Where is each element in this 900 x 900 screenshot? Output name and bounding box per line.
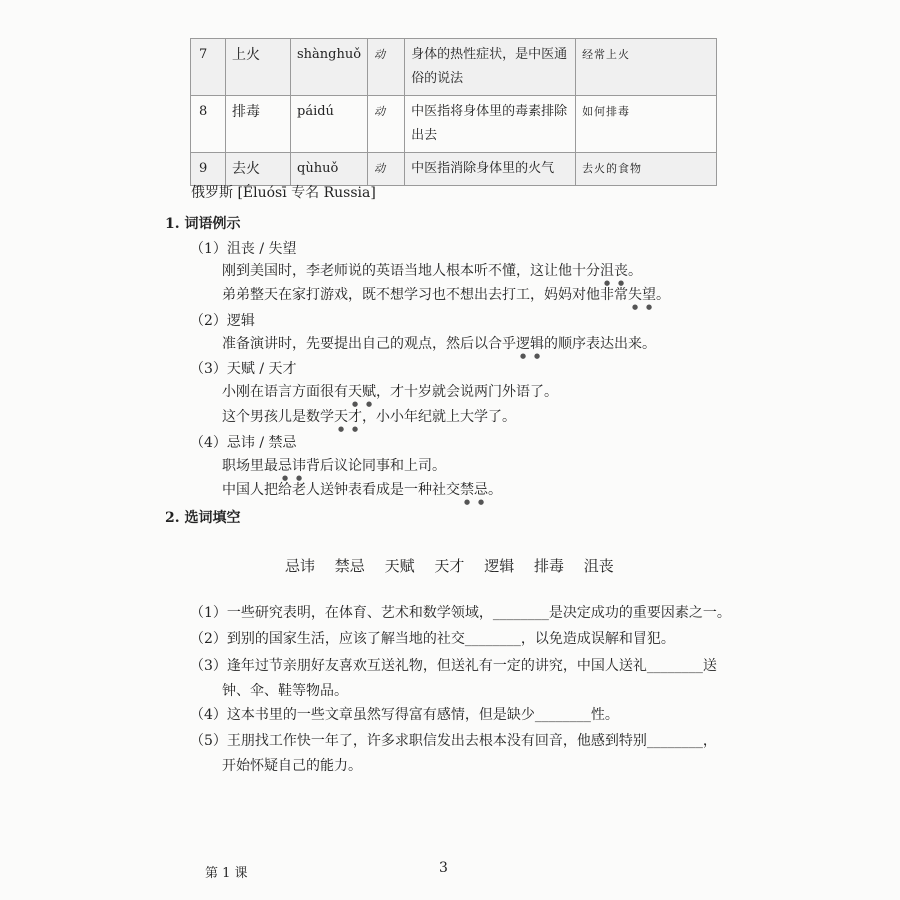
vocab-part-of-speech: 动 [368,39,405,96]
example-sentence: 准备演讲时，先要提出自己的观点，然后以合乎逻辑的顺序表达出来。 [222,336,656,352]
vocab-number: 8 [191,96,226,153]
fill-in-question: （4）这本书里的一些文章虽然写得富有感情，但是缺少________性。 [190,707,619,723]
word-bank [285,555,629,576]
word-bank-item: 逻辑 [484,557,515,575]
section-1-title: 1. 词语例示 [165,216,241,232]
emphasized-word: 忌讳 [278,458,306,474]
vocab-number: 7 [191,39,226,96]
word-bank-item: 排毒 [533,557,564,575]
section-2-title: 2. 选词填空 [165,510,241,526]
fill-in-question-continued: 钟、伞、鞋等物品。 [222,683,348,699]
vocab-row [191,153,717,186]
fill-in-question: （1）一些研究表明，在体育、艺术和数学领域，________是决定成功的重要因素之一。 [190,605,731,621]
example-group-label: （1）沮丧 / 失望 [190,241,297,257]
vocab-row [191,39,717,96]
emphasized-word: 天赋 [348,384,376,400]
vocab-example: 去火的食物 [576,153,717,186]
fill-in-question: （2）到别的国家生活，应该了解当地的社交________，以免造成误解和冒犯。 [190,631,675,647]
vocab-pinyin: qùhuǒ [291,153,368,186]
vocab-pinyin: shànghuǒ [291,39,368,96]
vocabulary-table [190,38,717,186]
fill-in-question: （5）王朋找工作快一年了，许多求职信发出去根本没有回音，他感到特别________， [190,733,717,749]
vocab-word: 上火 [226,39,291,96]
vocab-word: 排毒 [226,96,291,153]
emphasized-word: 沮丧 [600,263,628,279]
word-bank-item: 天才 [434,557,465,575]
vocab-part-of-speech: 动 [368,153,405,186]
word-bank-item: 沮丧 [583,557,614,575]
example-sentence: 职场里最忌讳背后议论同事和上司。 [222,458,446,474]
vocab-definition: 中医指将身体里的毒素排除出去 [405,96,576,153]
word-bank-item: 天赋 [384,557,415,575]
example-sentence: 小刚在语言方面很有天赋，才十岁就会说两门外语了。 [222,384,558,400]
vocab-definition: 身体的热性症状，是中医通俗的说法 [405,39,576,96]
vocab-part-of-speech: 动 [368,96,405,153]
emphasized-word: 天才 [334,409,362,425]
lesson-label: 第 1 课 [205,866,248,881]
example-sentence: 这个男孩儿是数学天才，小小年纪就上大学了。 [222,409,516,425]
example-sentence: 中国人把给老人送钟表看成是一种社交禁忌。 [222,482,502,498]
vocab-example: 如何排毒 [576,96,717,153]
emphasized-word: 逻辑 [516,336,544,352]
vocab-example: 经常上火 [576,39,717,96]
word-bank-item: 禁忌 [334,557,365,575]
example-group-label: （3）天赋 / 天才 [190,361,297,377]
vocab-definition: 中医指消除身体里的火气 [405,153,576,186]
emphasized-word: 禁忌 [460,482,488,498]
example-sentence: 刚到美国时，李老师说的英语当地人根本听不懂，这让他十分沮丧。 [222,263,642,279]
example-group-label: （2）逻辑 [190,313,255,329]
word-bank-item: 忌讳 [285,557,316,575]
example-group-label: （4）忌讳 / 禁忌 [190,435,297,451]
example-sentence: 弟弟整天在家打游戏，既不想学习也不想出去打工，妈妈对他非常失望。 [222,287,670,303]
fill-in-question-continued: 开始怀疑自己的能力。 [222,758,362,774]
fill-in-question: （3）逢年过节亲朋好友喜欢互送礼物，但送礼有一定的讲究，中国人送礼________送 [190,658,717,674]
vocab-word: 去火 [226,153,291,186]
vocab-row [191,96,717,153]
page-number: 3 [439,860,448,876]
proper-noun-entry: 俄罗斯 [Éluósī 专名 Russia] [191,185,376,201]
vocab-number: 9 [191,153,226,186]
vocab-pinyin: páidú [291,96,368,153]
emphasized-word: 失望 [628,287,656,303]
